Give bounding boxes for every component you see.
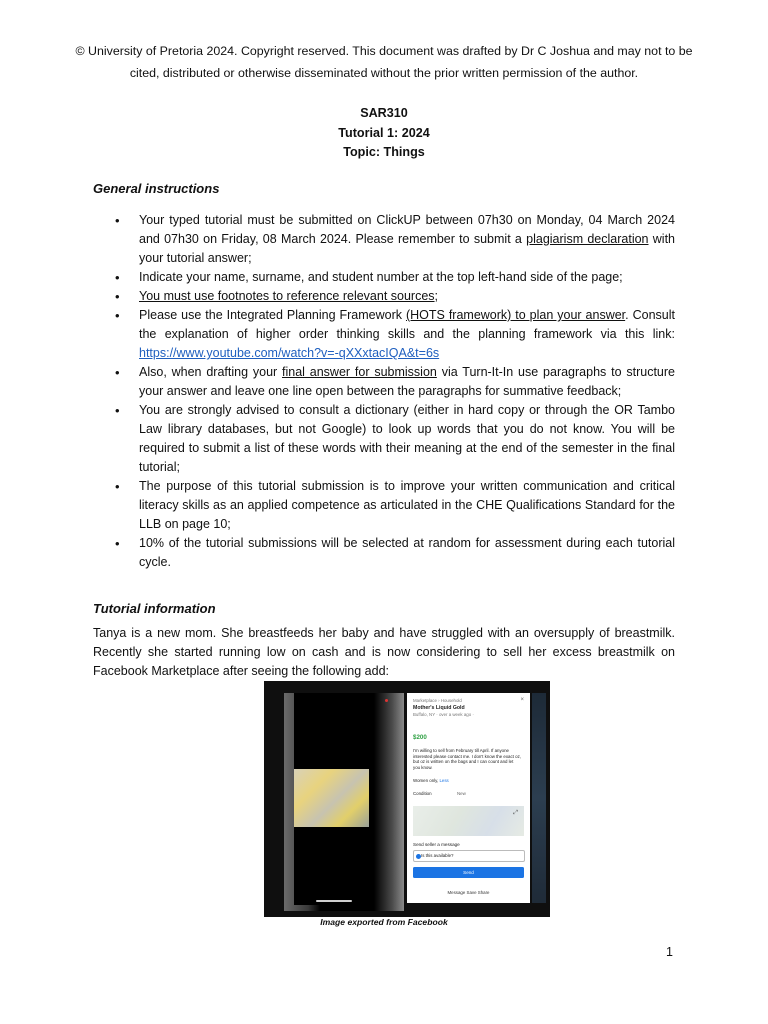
final-answer-text: final answer for submission [282, 365, 437, 379]
item-text: 10% of the tutorial submissions will be selected at random for assessment during each tutorial cycle. [139, 536, 675, 569]
image-caption: Image exported from Facebook [320, 917, 448, 927]
message-text: Is this available? [421, 853, 454, 858]
topic-title: Topic: Things [343, 145, 425, 159]
item-text: via Turn-It-In use paragraphs to structure your answer and leave one line open between the paragraphs for summative feedback; [139, 365, 675, 398]
list-item [93, 306, 675, 363]
general-instructions-heading: General instructions [93, 181, 220, 196]
list-item [93, 401, 675, 477]
audience-line [413, 778, 449, 784]
list-item [93, 534, 675, 572]
item-text: ; [434, 289, 439, 303]
list-item [93, 363, 675, 401]
youtube-link[interactable]: https://www.youtube.com/watch?v=-qXXxtacIQA&t=6s [139, 346, 440, 360]
instructions-list [93, 211, 675, 572]
expand-icon: ⤢ [513, 810, 518, 816]
item-text: Also, when drafting your [139, 365, 283, 379]
item-text: You are strongly advised to consult a dictionary (either in hard copy or through the OR Tambo Law library databases, but not Google) to look up words that you do not know. You will be required to submit a list of these words with their meaning at the end of the semester in the final tutorial; [139, 403, 675, 474]
item-text: with your tutorial answer; [139, 232, 675, 265]
facebook-screenshot [264, 681, 550, 917]
listing-panel [407, 693, 530, 903]
footnotes-text: You must use footnotes to reference relevant sources [139, 289, 435, 303]
condition-label: Condition [413, 791, 432, 796]
messenger-icon [416, 854, 421, 859]
home-indicator [316, 900, 352, 902]
tutorial-title: Tutorial 1: 2024 [338, 125, 430, 140]
list-item [93, 287, 675, 306]
item-text: Indicate your name, surname, and student number at the top left-hand side of the page; [139, 270, 623, 284]
item-text: . Consult the explanation of higher order thinking skills and the planning framework via this link: [139, 308, 675, 341]
list-item [93, 477, 675, 534]
location-map [413, 806, 524, 836]
listing-actions: Message Save Share [447, 890, 490, 895]
listing-location: Buffalo, NY · over a week ago · [413, 712, 474, 717]
listing-description: I'm willing to sell from February till April. If anyone interested please contact me. I don't know the exact oz, but oz is written on the bags and I can count and let you know. [413, 748, 521, 770]
close-icon: × [520, 697, 524, 703]
list-item [93, 211, 675, 268]
breadcrumb: Marketplace › Household [413, 698, 462, 703]
item-text: The purpose of this tutorial submission is to improve your written communication and critical literacy skills as an applied competence as articulated in the CHE Qualifications Standard for the LLB on page 10; [139, 479, 675, 531]
item-text: Please use the Integrated Planning Framework [139, 308, 406, 322]
tutorial-information-heading: Tutorial information [93, 601, 216, 616]
course-code: SAR310 [360, 106, 408, 120]
copyright-notice: © University of Pretoria 2024. Copyright reserved. This document was drafted by Dr C Joshua and may not to be cited, distributed or otherwise disseminated without the prior written permission of the author. [75, 44, 693, 80]
send-message-label: Send seller a message [413, 842, 460, 847]
condition-value: New [457, 791, 466, 796]
title-block [0, 104, 768, 163]
list-item [93, 268, 675, 287]
message-input [413, 850, 525, 862]
hots-framework-text: (HOTS framework) to plan your answer [405, 308, 626, 322]
audience-label: Women only, [413, 778, 439, 783]
listing-title: Mother's Liquid Gold [413, 705, 465, 711]
tutorial-paragraph: Tanya is a new mom. She breastfeeds her baby and have struggled with an oversupply of breastmilk. Recently she started running low on cash and is now considering to sell her excess breastmilk on Facebook Marketplace after seeing the following add: [93, 626, 675, 678]
listing-price: $200 [413, 734, 427, 741]
page-number: 1 [666, 945, 673, 959]
notification-dot [385, 699, 388, 702]
send-button: Send [413, 867, 524, 878]
breastmilk-photo [294, 769, 369, 827]
item-text: Your typed tutorial must be submitted on ClickUP between 07h30 on Monday, 04 March 2024 and 07h30 on Friday, 08 March 2024. Please remember to submit a [139, 213, 675, 246]
plagiarism-declaration-text: plagiarism declaration [526, 232, 649, 246]
audience-value: Less [439, 778, 449, 783]
background-strip [532, 693, 546, 903]
